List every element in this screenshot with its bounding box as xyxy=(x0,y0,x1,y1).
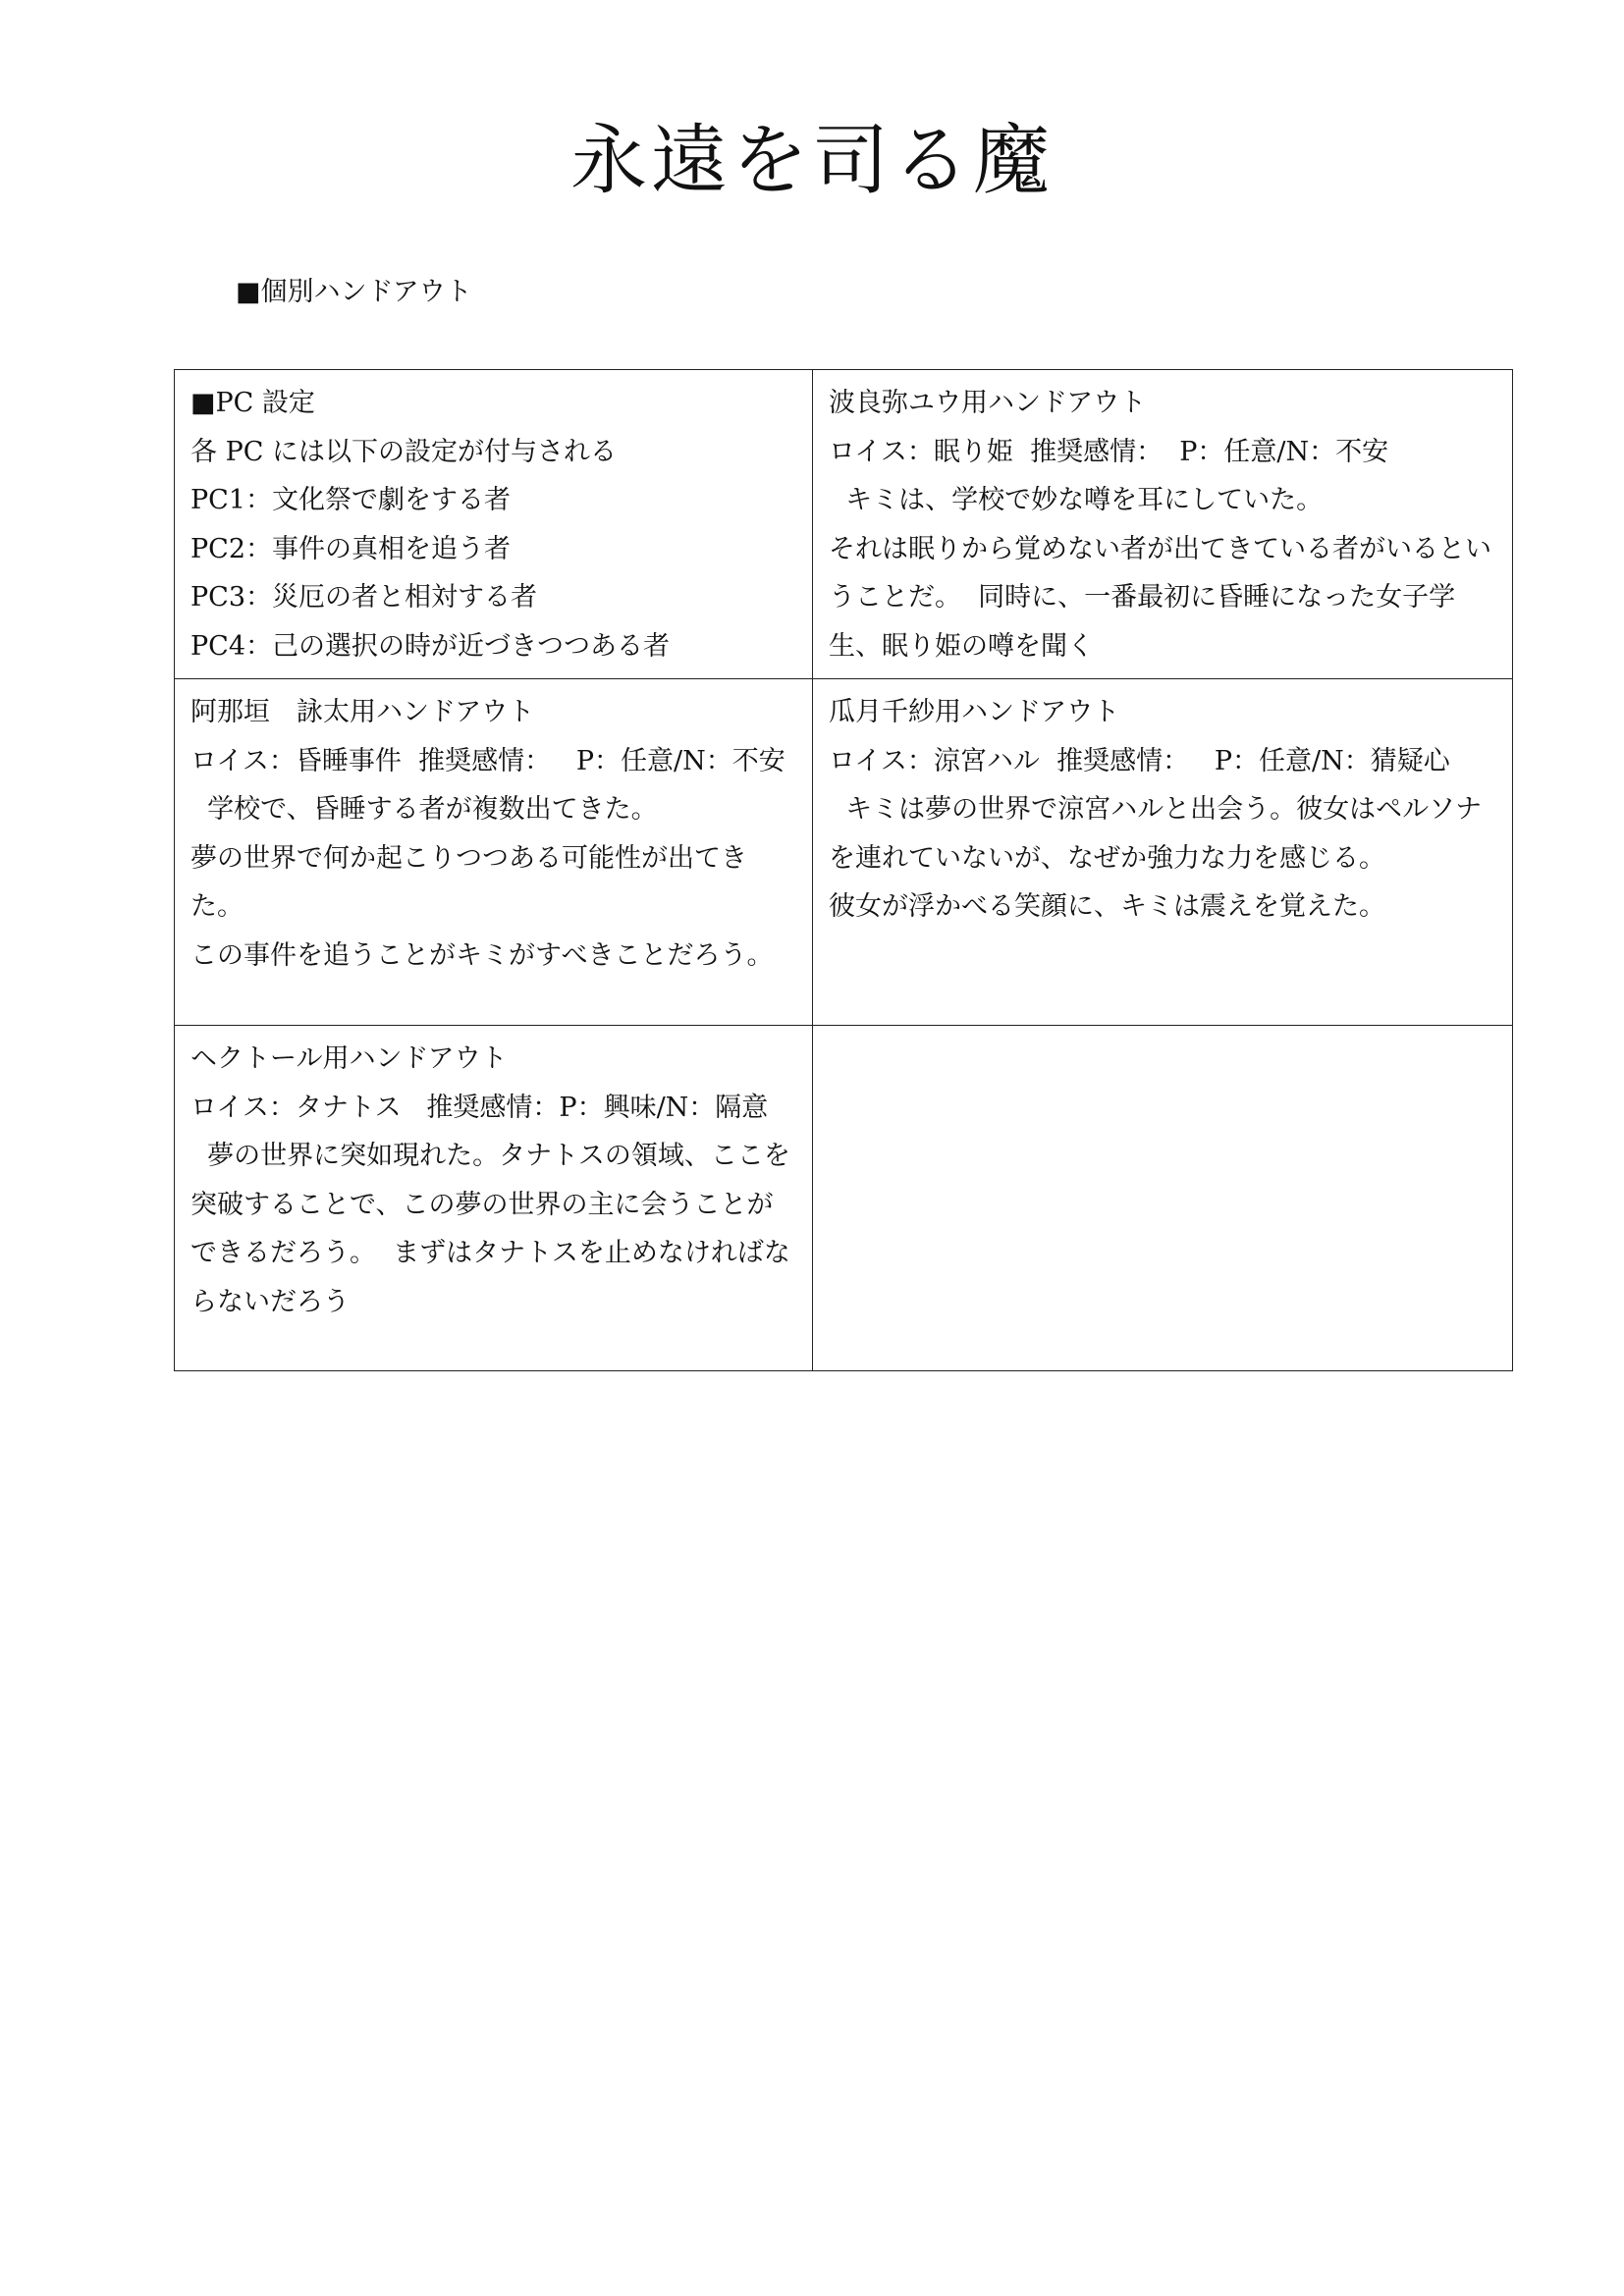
pc3-setting: PC3：災厄の者と相対する者 xyxy=(190,582,538,613)
eita-body: この事件を追うことがキミがすべきことだろう。 xyxy=(190,939,774,971)
pc-settings-cell xyxy=(175,370,813,679)
chisa-body: 彼女が浮かべる笑顔に、キミは震えを覚えた。 xyxy=(829,891,1385,922)
section-heading: ■個別ハンドアウト xyxy=(236,277,472,307)
pc1-setting: PC1：文化祭で劇をする者 xyxy=(190,485,512,515)
handout-table xyxy=(174,369,1513,1371)
pc-settings-intro: 各 PC には以下の設定が付与される xyxy=(190,436,617,467)
eita-body: 学校で、昏睡する者が複数出てきた。 xyxy=(190,794,658,825)
hector-handout-cell xyxy=(175,1026,813,1371)
chisa-handout-cell xyxy=(813,679,1513,1026)
chisa-lois: ロイス：涼宮ハル 推奨感情： P：任意/N：猜疑心 xyxy=(829,745,1450,776)
eita-handout-cell xyxy=(175,679,813,1026)
yuu-lois: ロイス：眠り姫 推奨感情： P：任意/N：不安 xyxy=(829,436,1389,467)
page-title: 永遠を司る魔 xyxy=(569,117,1054,205)
table-row xyxy=(175,1026,1513,1371)
yuu-body: キミは、学校で妙な噂を耳にしていた。 xyxy=(829,485,1324,515)
empty-cell xyxy=(813,1026,1513,1371)
eita-body: 夢の世界で何か起こりつつある可能性が出てきた。 xyxy=(190,842,747,922)
yuu-body: それは眠りから覚めない者が出てきている者がいるということだ。 同時に、一番最初に昏睡になった女子学生、眠り姫の噂を聞く xyxy=(829,533,1491,662)
yuu-handout-cell xyxy=(813,370,1513,679)
chisa-body: キミは夢の世界で涼宮ハルと出会う。彼女はペルソナを連れていないが、なぜか強力な力を感じる。 xyxy=(829,794,1483,874)
hector-lois: ロイス：タナトス 推奨感情：P：興味/N：隔意 xyxy=(190,1092,769,1123)
table-row xyxy=(175,679,1513,1026)
eita-lois: ロイス：昏睡事件 推奨感情： P：任意/N：不安 xyxy=(190,745,785,776)
yuu-handout-title: 波良弥ユウ用ハンドアウト xyxy=(829,388,1147,418)
eita-handout-title: 阿那垣 詠太用ハンドアウト xyxy=(190,697,535,727)
table-row xyxy=(175,370,1513,679)
pc-settings-heading: ■PC 設定 xyxy=(190,388,315,418)
hector-body: 夢の世界に突如現れた。タナトスの領域、ここを突破することで、この夢の世界の主に会うことができるだろう。 まずはタナトスを止めなければならないだろう xyxy=(190,1141,790,1317)
pc2-setting: PC2：事件の真相を追う者 xyxy=(190,533,512,564)
pc4-setting: PC4：己の選択の時が近づきつつある者 xyxy=(190,630,671,662)
chisa-handout-title: 瓜月千紗用ハンドアウト xyxy=(829,697,1120,727)
hector-handout-title: ヘクトール用ハンドアウト xyxy=(190,1043,508,1074)
